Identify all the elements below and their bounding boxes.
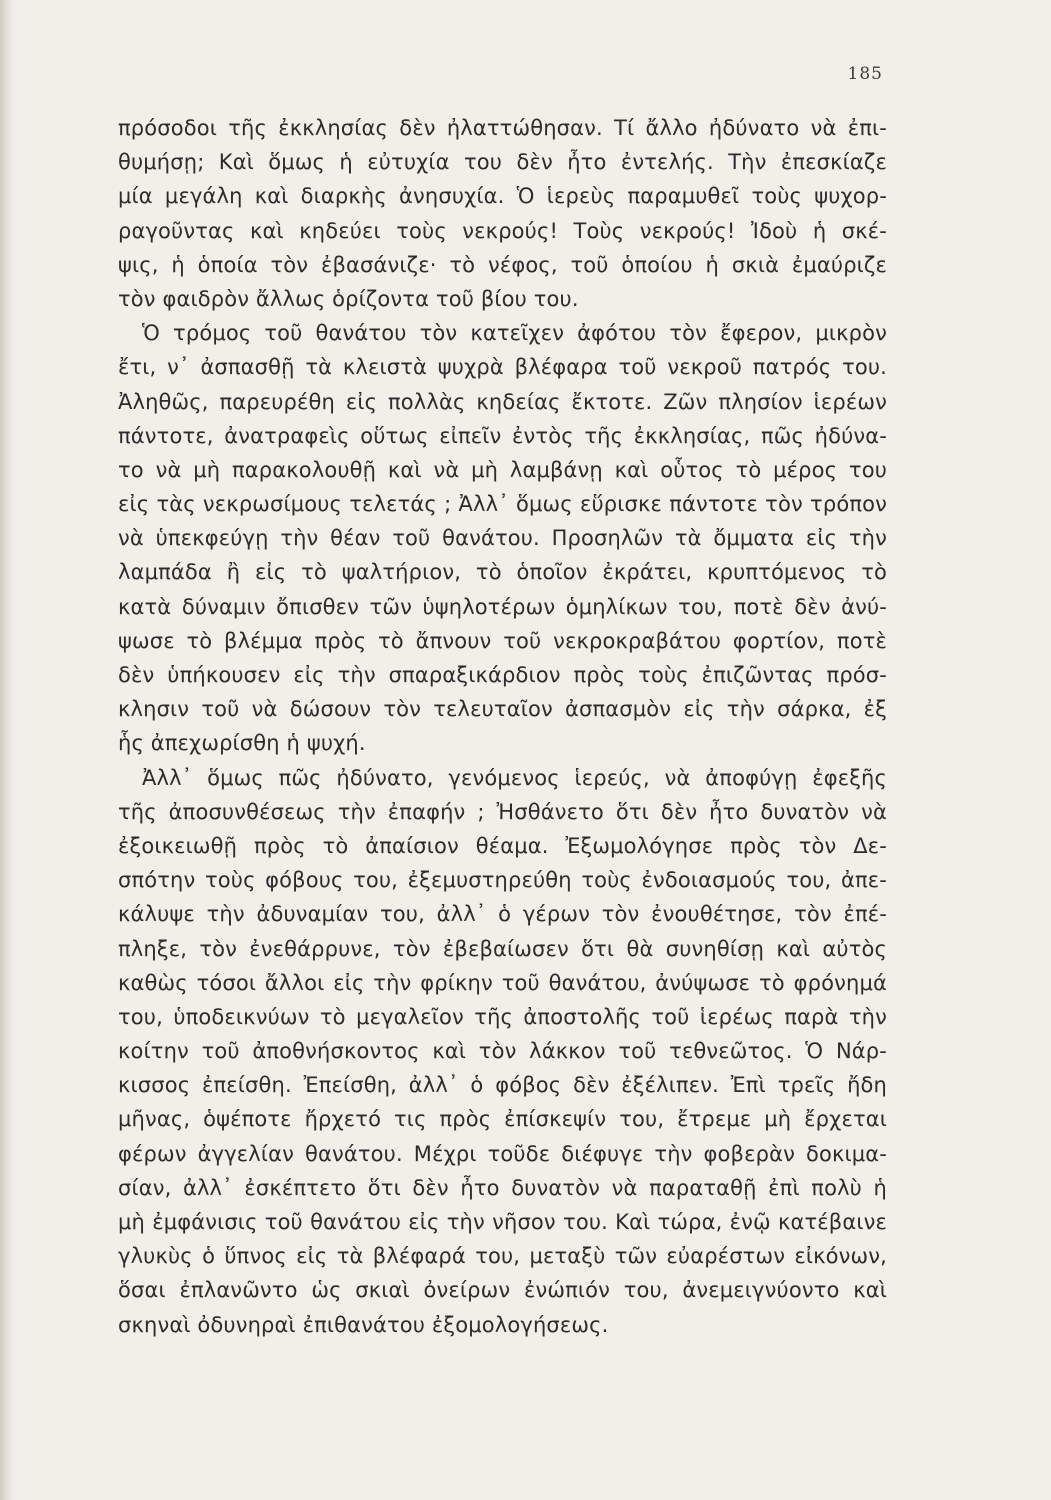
text-line: κλησιν τοῦ νὰ δώσουν τὸν τελευταῖον ἀσπασμὸν εἰς τὴν σάρκα, ἐξ (118, 697, 887, 722)
text-line: τὸν φαιδρὸν ἄλλως ὁρίζοντα τοῦ βίου του. (118, 286, 579, 311)
text-line: το νὰ μὴ παρακολουθῇ καὶ νὰ μὴ λαμβάνῃ καὶ οὗτος τὸ μέρος του (118, 457, 887, 482)
text-line: πάντοτε, ἀνατραφεὶς οὕτως εἰπεῖν ἐντὸς τῆς ἐκκλησίας, πῶς ἠδύνα- (118, 423, 887, 448)
text-line: σπότην τοὺς φόβους του, ἐξεμυστηρεύθη τοὺς ἐνδοιασμούς του, ἀπε- (118, 868, 887, 893)
text-line: θυμήσῃ; Καὶ ὅμως ἡ εὐτυχία του δὲν ἦτο ἐντελής. Τὴν ἐπεσκίαζε (118, 150, 887, 175)
text-line: νὰ ὑπεκφεύγῃ τὴν θέαν τοῦ θανάτου. Προσηλῶν τὰ ὄμματα εἰς τὴν (118, 526, 887, 551)
text-line: κοίτην τοῦ ἀποθνήσκοντος καὶ τὸν λάκκον τοῦ τεθνεῶτος. Ὁ Νάρ- (118, 1039, 887, 1064)
text-line: μὴ ἐμφάνισις τοῦ θανάτου εἰς τὴν νῆσον του. Καὶ τώρα, ἐνῷ κατέβαινε (118, 1210, 887, 1234)
text-line: σίαν, ἀλλ᾽ ἐσκέπτετο ὅτι δὲν ἦτο δυνατὸν νὰ παραταθῇ ἐπὶ πολὺ ἡ (118, 1175, 887, 1200)
text-line: ἔτι, ν᾽ ἀσπασθῇ τὰ κλειστὰ ψυχρὰ βλέφαρα τοῦ νεκροῦ πατρός του. (118, 355, 887, 380)
text-line: κισσος ἐπείσθη. Ἐπείσθη, ἀλλ᾽ ὁ φόβος δὲν ἐξέλιπεν. Ἐπὶ τρεῖς ἤδη (118, 1073, 887, 1098)
text-line: κατὰ δύναμιν ὄπισθεν τῶν ὑψηλοτέρων ὁμηλίκων του, ποτὲ δὲν ἀνύ- (118, 594, 887, 619)
text-line: ἐξοικειωθῇ πρὸς τὸ ἀπαίσιον θέαμα. Ἐξωμολόγησε πρὸς τὸν Δε- (118, 833, 887, 858)
text-line: ἧς ἀπεχωρίσθη ἡ ψυχή. (118, 731, 366, 756)
text-line: του, ὑποδεικνύων τὸ μεγαλεῖον τῆς ἀποστολῆς τοῦ ἱερέως παρὰ τὴν (118, 1004, 887, 1029)
text-line: Ἀληθῶς, παρευρέθη εἰς πολλὰς κηδείας ἔκτοτε. Ζῶν πλησίον ἱερέων (118, 389, 887, 414)
text-line: πρόσοδοι τῆς ἐκκλησίας δὲν ἠλαττώθησαν. Τί ἄλλο ἠδύνατο νὰ ἐπι- (118, 116, 887, 140)
text-line: δὲν ὑπήκουσεν εἰς τὴν σπαραξικάρδιον πρὸς τοὺς ἐπιζῶντας πρόσ- (118, 663, 887, 687)
text-line: ὅσαι ἐπλανῶντο ὡς σκιαὶ ὀνείρων ἐνώπιόν του, ἀνεμειγνύοντο καὶ (118, 1278, 887, 1303)
text-line: σκηναὶ ὀδυνηραὶ ἐπιθανάτου ἐξομολογήσεως. (118, 1312, 609, 1337)
text-line: λαμπάδα ἢ εἰς τὸ ψαλτήριον, τὸ ὁποῖον ἐκράτει, κρυπτόμενος τὸ (118, 560, 887, 585)
text-line: Ἀλλ᾽ ὅμως πῶς ἠδύνατο, γενόμενος ἱερεύς, νὰ ἀποφύγῃ ἐφεξῆς (142, 765, 887, 790)
text-line: ψωσε τὸ βλέμμα πρὸς τὸ ἄπνουν τοῦ νεκροκραβάτου φορτίον, ποτὲ (118, 628, 887, 653)
text-line: καθὼς τόσοι ἄλλοι εἰς τὴν φρίκην τοῦ θανάτου, ἀνύψωσε τὸ φρόνημά (118, 970, 887, 995)
text-line: εἰς τὰς νεκρωσίμους τελετάς ; Ἀλλ᾽ ὅμως εὕρισκε πάντοτε τὸν τρόπον (118, 492, 887, 517)
text-line: μία μεγάλη καὶ διαρκὴς ἀνησυχία. Ὁ ἱερεὺς παραμυθεῖ τοὺς ψυχορ- (118, 184, 887, 209)
page-edge-shadow (0, 0, 14, 1500)
text-line: ψις, ἡ ὁποία τὸν ἐβασάνιζε· τὸ νέφος, τοῦ ὁποίου ἡ σκιὰ ἐμαύριζε (118, 252, 887, 277)
page-number: 185 (847, 64, 883, 84)
body-text (118, 111, 887, 1342)
text-line: φέρων ἀγγελίαν θανάτου. Μέχρι τοῦδε διέφυγε τὴν φοβερὰν δοκιμα- (118, 1141, 887, 1166)
text-line: μῆνας, ὁψέποτε ἤρχετό τις πρὸς ἐπίσκεψίν του, ἔτρεμε μὴ ἔρχεται (118, 1107, 887, 1132)
text-line: κάλυψε τὴν ἀδυναμίαν του, ἀλλ᾽ ὁ γέρων τὸν ἐνουθέτησε, τὸν ἐπέ- (118, 902, 887, 927)
text-line: Ὁ τρόμος τοῦ θανάτου τὸν κατεῖχεν ἀφότου τὸν ἔφερον, μικρὸν (142, 321, 887, 346)
text-line: πληξε, τὸν ἐνεθάρρυνε, τὸν ἐβεβαίωσεν ὅτι θὰ συνηθίσῃ καὶ αὐτὸς (118, 936, 887, 961)
text-line: γλυκὺς ὁ ὕπνος εἰς τὰ βλέφαρά του, μεταξὺ τῶν εὐαρέστων εἰκόνων, (118, 1244, 887, 1269)
text-line: ραγοῦντας καὶ κηδεύει τοὺς νεκρούς! Τοὺς νεκρούς! Ἰδοὺ ἡ σκέ- (118, 218, 887, 243)
text-line: τῆς ἀποσυνθέσεως τὴν ἐπαφήν ; Ἠσθάνετο ὅτι δὲν ἦτο δυνατὸν νὰ (118, 799, 887, 824)
